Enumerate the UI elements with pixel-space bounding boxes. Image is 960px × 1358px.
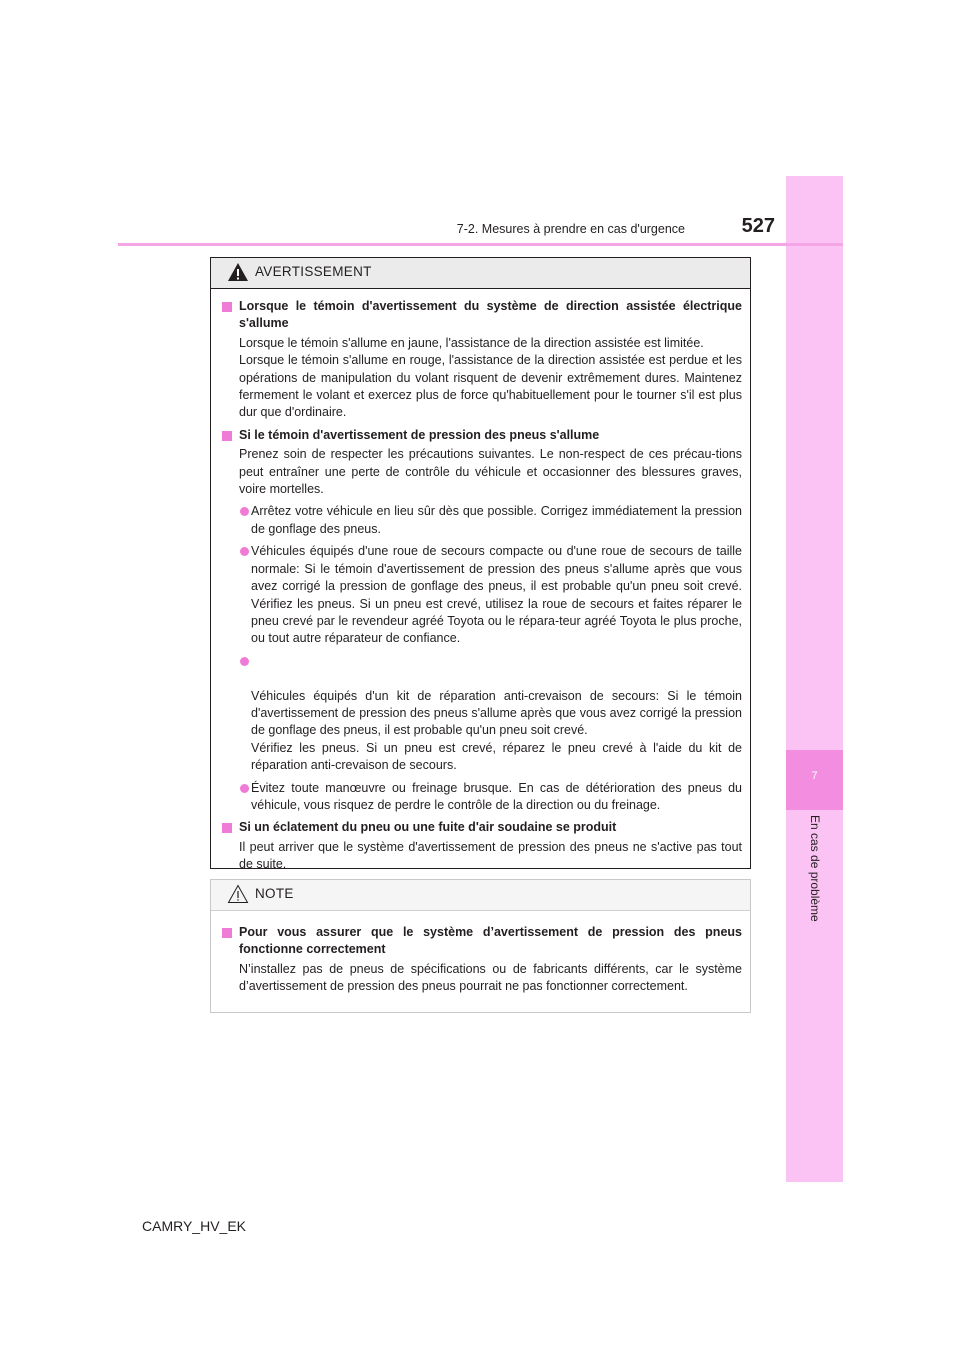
list-item-text: Arrêtez votre véhicule en lieu sûr dès que possible. Corrigez immédiatement la pression de gonflage des pneus. bbox=[251, 504, 742, 536]
side-tab bbox=[786, 176, 843, 1182]
block-text: Il peut arriver que le système d'avertissement de pression des pneus ne s'active pas tout de suite. bbox=[239, 839, 742, 872]
warning-label: AVERTISSEMENT bbox=[255, 264, 372, 279]
block-text: Lorsque le témoin s'allume en jaune, l'assistance de la direction assistée est limitée. Lorsque le témoin s'allume en rouge, l'assistance de la direction assistée est perdue et les opérations de manipulation du volant risquent de devenir extrêmement dures. Maintenez fermement le volant et exercez plus de force qu'habituellement pour le tourner s'il est plus dur que d'ordinaire. bbox=[239, 335, 742, 420]
note-label: NOTE bbox=[255, 886, 294, 901]
page-number: 527 bbox=[741, 215, 775, 237]
block-title: Lorsque le témoin d'avertissement du système de direction assistée électrique s'allume bbox=[239, 299, 742, 331]
note-header bbox=[211, 880, 750, 911]
square-bullet-icon bbox=[222, 823, 232, 833]
list-item-text: Véhicules équipés d'un kit de réparation anti-crevaison de secours: Si le témoin d'avertissement de pression des pneus s'allume après que vous avez corrigé la pression de gonflage des pneus, il est probable qu'un pneu soit crevé. Vérifiez les pneus. Si un pneu est crevé, réparez le pneu crevé à l'aide du kit de réparation anti-crevaison de secours. bbox=[251, 688, 742, 773]
list-item-text: Évitez toute manœuvre ou freinage brusque. En cas de détérioration des pneus du véhicule, vous risquez de perdre le contrôle de la direction ou du freinage. bbox=[251, 780, 742, 812]
block-text: N’installez pas de pneus de spécifications ou de fabricants différents, car le système d’avertissement de pression des pneus pourrait ne pas fonctionner correctement. bbox=[239, 961, 742, 994]
note-box bbox=[210, 879, 751, 1013]
block-title: Si un éclatement du pneu ou une fuite d'air soudaine se produit bbox=[239, 820, 617, 835]
block-title: Si le témoin d'avertissement de pression des pneus s'allume bbox=[239, 427, 600, 442]
warning-triangle-icon bbox=[227, 262, 249, 282]
list-item bbox=[219, 653, 742, 775]
warning-box bbox=[210, 257, 751, 872]
round-bullet-icon bbox=[240, 657, 249, 666]
section-title: 7-2. Mesures à prendre en cas d'urgence bbox=[456, 222, 685, 236]
list-item bbox=[219, 503, 742, 538]
warning-block-blowout bbox=[219, 819, 742, 873]
caution-triangle-outline-icon bbox=[227, 884, 249, 904]
block-text: Prenez soin de respecter les précautions suivantes. Le non-respect de ces précau-tions peut entraîner une perte de contrôle du véhicule et occasionner des blessures graves, voire mortelles. bbox=[239, 447, 742, 497]
round-bullet-icon bbox=[240, 507, 249, 516]
chapter-title: En cas de problème bbox=[808, 815, 822, 922]
footer-model-code: CAMRY_HV_EK bbox=[142, 1218, 247, 1234]
warning-block-eps bbox=[219, 298, 742, 422]
square-bullet-icon bbox=[222, 431, 232, 441]
list-item-text: Véhicules équipés d'une roue de secours compacte ou d'une roue de secours de taille normale: Si le témoin d'avertissement de pression des pneus s'allume après que vous avez corrigé la pression de gonflage des pneus, il est probable qu'un pneu soit crevé. Vérifiez les pneus. Si un pneu est crevé, utilisez la roue de secours et faites réparer le pneu crevé par le revendeur agréé Toyota ou le répara-teur agréé Toyota le plus proche, ou tout autre réparateur de confiance. bbox=[251, 544, 742, 646]
round-bullet-icon bbox=[240, 784, 249, 793]
header-rule bbox=[118, 243, 843, 246]
list-item bbox=[219, 543, 742, 647]
block-title: Pour vous assurer que le système d’avertissement de pression des pneus fonctionne correctement bbox=[239, 925, 742, 957]
note-body bbox=[211, 911, 750, 996]
warning-body bbox=[211, 289, 750, 874]
note-block-tpms bbox=[219, 924, 742, 996]
square-bullet-icon bbox=[222, 928, 232, 938]
list-item bbox=[219, 780, 742, 815]
warning-header bbox=[211, 258, 750, 289]
square-bullet-icon bbox=[222, 302, 232, 312]
warning-block-tpms bbox=[219, 427, 742, 815]
round-bullet-icon bbox=[240, 547, 249, 556]
chapter-number: 7 bbox=[811, 770, 818, 782]
